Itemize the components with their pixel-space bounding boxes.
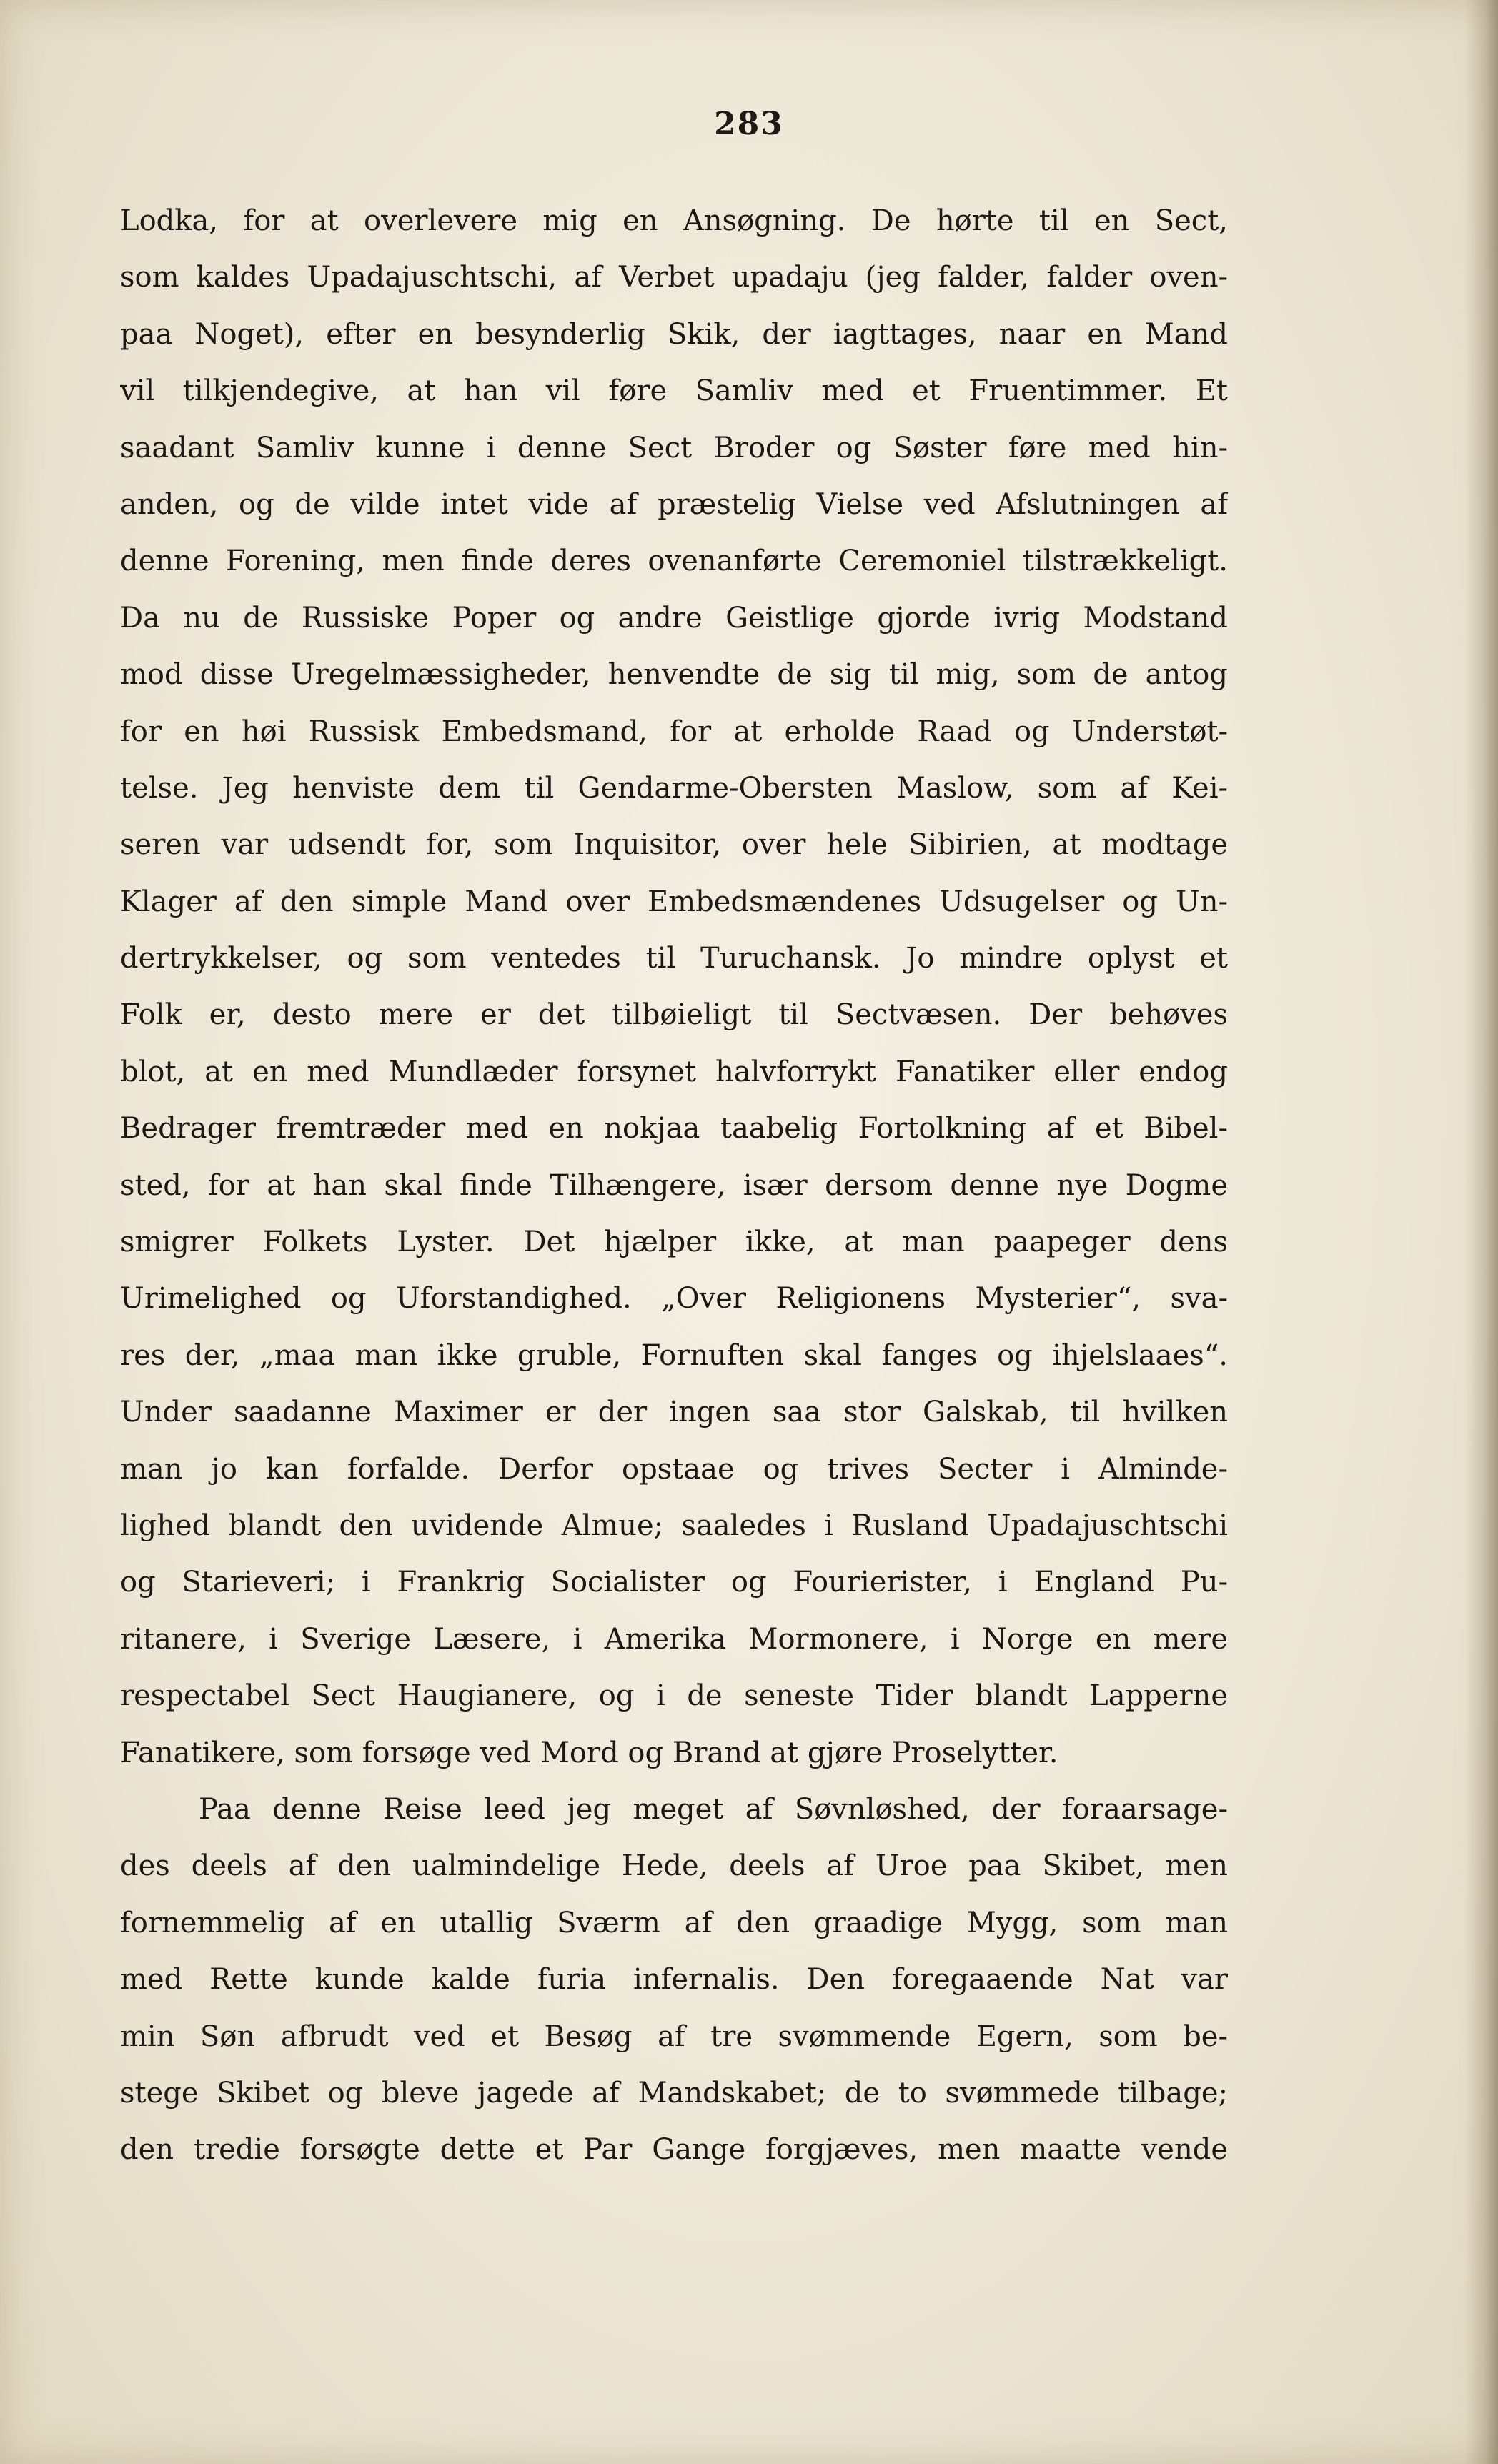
- text-line: seren var udsendt for, som Inquisitor, over hele Sibirien, at modtage: [120, 828, 1228, 862]
- text-line: man jo kan forfalde. Derfor opstaae og trives Secter i Alminde-: [120, 1452, 1228, 1486]
- text-line: som kaldes Upadajuschtschi, af Verbet upadaju (jeg falder, falder oven-: [120, 261, 1228, 294]
- text-line: Urimelighed og Uforstandighed. „Over Religionens Mysterier“, sva-: [120, 1282, 1228, 1316]
- text-line: for en høi Russisk Embedsmand, for at erholde Raad og Understøt-: [120, 715, 1228, 748]
- text-line: res der, „maa man ikke gruble, Fornuften skal fanges og ihjelslaaes“.: [120, 1338, 1228, 1372]
- text-line: respectabel Sect Haugianere, og i de seneste Tider blandt Lapperne: [120, 1679, 1228, 1713]
- text-line: dertrykkelser, og som ventedes til Turuchansk. Jo mindre oplyst et: [120, 942, 1228, 975]
- page-number: 283: [714, 106, 784, 142]
- text-line: fornemmelig af en utallig Sværm af den graadige Mygg, som man: [120, 1906, 1228, 1939]
- text-line: Fanatikere, som forsøge ved Mord og Brand at gjøre Proselytter.: [120, 1736, 1058, 1769]
- text-line: og Starieveri; i Frankrig Socialister og Fourierister, i England Pu-: [120, 1566, 1228, 1599]
- text-line: paa Noget), efter en besynderlig Skik, der iagttages, naar en Mand: [120, 317, 1228, 351]
- text-line: sted, for at han skal finde Tilhængere, især dersom denne nye Dogme: [120, 1168, 1228, 1202]
- page-edge-shadow: [1465, 0, 1498, 2464]
- text-line: Da nu de Russiske Poper og andre Geistlige gjorde ivrig Modstand: [120, 601, 1228, 635]
- text-line: Folk er, desto mere er det tilbøieligt til Sectvæsen. Der behøves: [120, 998, 1228, 1032]
- text-line: des deels af den ualmindelige Hede, deels af Uroe paa Skibet, men: [120, 1849, 1228, 1883]
- text-line: Paa denne Reise leed jeg meget af Søvnløshed, der foraarsage-: [199, 1792, 1228, 1826]
- text-line: den tredie forsøgte dette et Par Gange forgjæves, men maatte vende: [120, 2133, 1228, 2167]
- text-line: anden, og de vilde intet vide af præstelig Vielse ved Afslutningen af: [120, 487, 1228, 521]
- text-line: telse. Jeg henviste dem til Gendarme-Obersten Maslow, som af Kei-: [120, 771, 1228, 805]
- text-line: min Søn afbrudt ved et Besøg af tre svømmende Egern, som be-: [120, 2020, 1228, 2053]
- text-line: stege Skibet og bleve jagede af Mandskabet; de to svømmede tilbage;: [120, 2076, 1228, 2110]
- text-line: Lodka, for at overlevere mig en Ansøgning. De hørte til en Sect,: [120, 204, 1228, 237]
- text-line: saadant Samliv kunne i denne Sect Broder og Søster føre med hin-: [120, 431, 1228, 465]
- text-line: med Rette kunde kalde furia infernalis. Den foregaaende Nat var: [120, 1963, 1228, 1997]
- body-text: [120, 193, 1228, 2179]
- text-line: smigrer Folkets Lyster. Det hjælper ikke, at man paapeger dens: [120, 1226, 1228, 1259]
- text-line: lighed blandt den uvidende Almue; saaledes i Rusland Upadajuschtschi: [120, 1509, 1228, 1542]
- text-line: Klager af den simple Mand over Embedsmændenes Udsugelser og Un-: [120, 885, 1228, 918]
- text-line: denne Forening, men finde deres ovenanførte Ceremoniel tilstrækkeligt.: [120, 545, 1228, 578]
- text-line: ritanere, i Sverige Læsere, i Amerika Mormonere, i Norge en mere: [120, 1622, 1228, 1656]
- text-line: Under saadanne Maximer er der ingen saa stor Galskab, til hvilken: [120, 1396, 1228, 1429]
- text-line: blot, at en med Mundlæder forsynet halvforrykt Fanatiker eller endog: [120, 1055, 1228, 1088]
- text-line: mod disse Uregelmæssigheder, henvendte de sig til mig, som de antog: [120, 658, 1228, 692]
- text-line: Bedrager fremtræder med en nokjaa taabelig Fortolkning af et Bibel-: [120, 1112, 1228, 1146]
- text-line: vil tilkjendegive, at han vil føre Samliv med et Fruentimmer. Et: [120, 374, 1228, 408]
